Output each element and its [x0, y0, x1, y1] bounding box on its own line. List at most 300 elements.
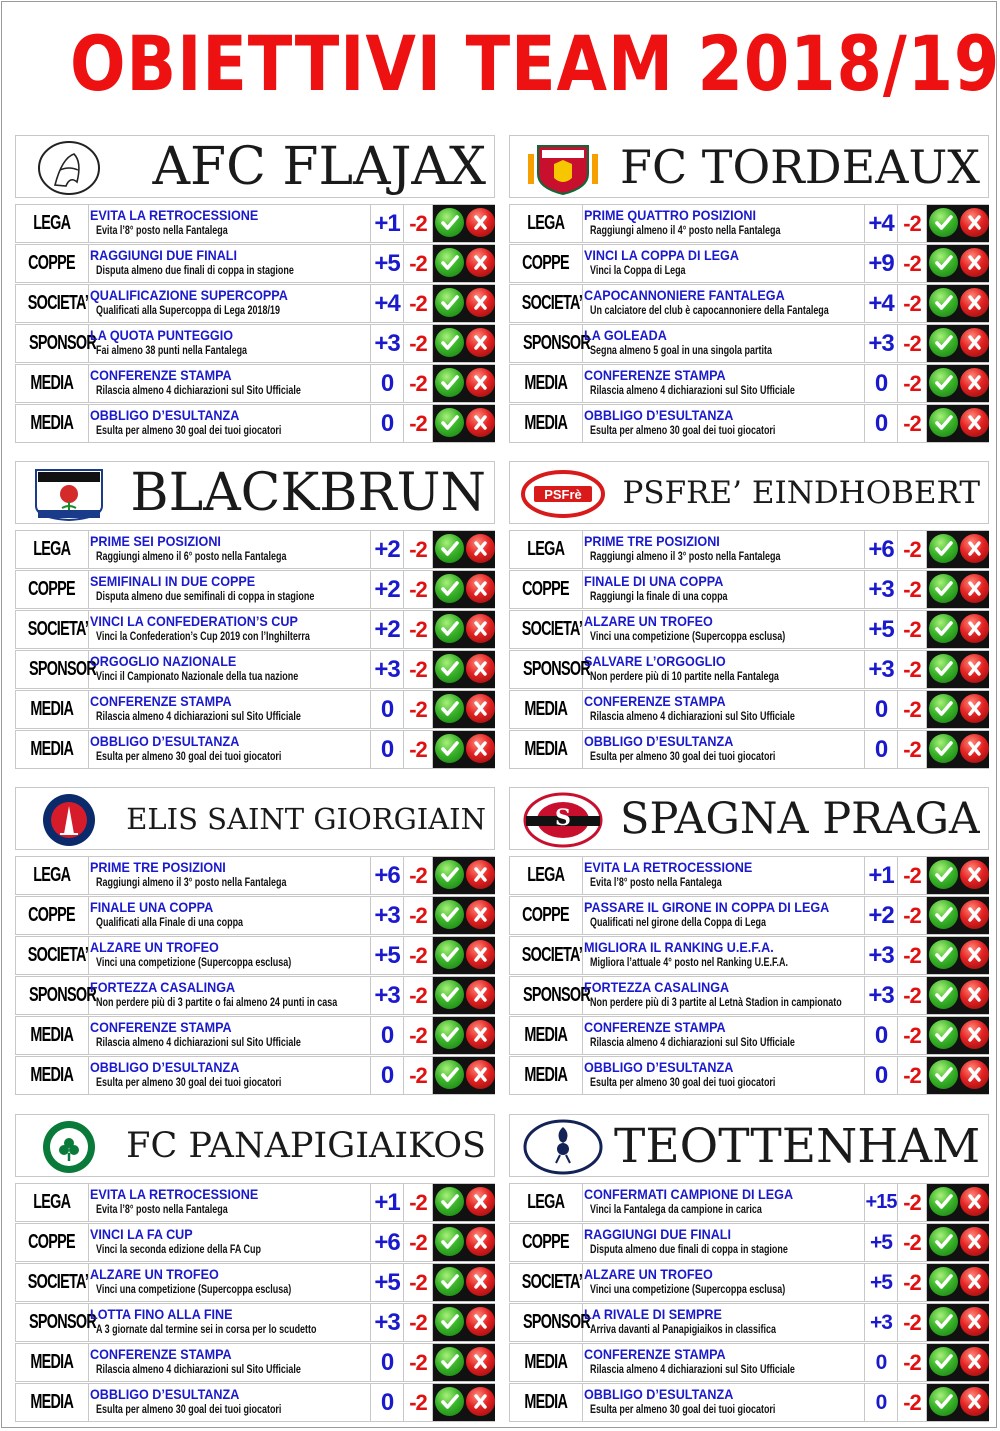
objective-title: CONFERMATI CAMPIONE DI LEGA: [584, 1186, 794, 1202]
objective-title: VINCI LA FA CUP: [90, 1226, 193, 1242]
bonus-points: 0: [370, 405, 403, 442]
psg-crest-icon: [22, 792, 116, 848]
team-card: [509, 461, 989, 764]
reject-button[interactable]: [960, 1020, 989, 1049]
reject-button[interactable]: [960, 534, 989, 563]
objective-subtitle: Raggiungi la finale di una coppa: [590, 591, 728, 603]
objective-category-label: SPONSOR: [29, 984, 97, 1006]
objective-category-label: COPPE: [28, 252, 76, 274]
objective-description: [584, 1057, 864, 1094]
reject-button[interactable]: [960, 734, 989, 763]
objective-description: [584, 365, 864, 402]
objectives-list: [509, 1183, 989, 1417]
accept-button[interactable]: [435, 734, 464, 763]
bonus-points: +5: [864, 1224, 897, 1261]
bonus-points: 0: [370, 1017, 403, 1054]
objective-category: [16, 611, 89, 648]
bonus-points: +3: [864, 325, 897, 362]
bonus-points: +2: [370, 531, 403, 568]
malus-points: -2: [897, 205, 926, 242]
accept-button[interactable]: [929, 1267, 958, 1296]
objective-title: CONFERENZE STAMPA: [584, 693, 726, 709]
objective-category-label: SOCIETA’: [27, 1271, 89, 1293]
malus-points: -2: [403, 205, 432, 242]
accept-button[interactable]: [929, 1387, 958, 1416]
objective-title: FINALE DI UNA COPPA: [584, 573, 724, 589]
reject-button[interactable]: [960, 1267, 989, 1296]
objective-row: [509, 936, 989, 975]
reject-button[interactable]: [960, 654, 989, 683]
malus-points: -2: [403, 325, 432, 362]
objectives-list: [15, 1183, 495, 1417]
liverpool-crest-icon: [516, 140, 610, 196]
accept-button[interactable]: [929, 1227, 958, 1256]
outcome-buttons: [926, 531, 989, 568]
objective-description: [90, 205, 370, 242]
objective-description: [584, 651, 864, 688]
reject-button[interactable]: [466, 534, 495, 563]
objective-subtitle: Vinci una competizione (Supercoppa esclusa): [590, 1284, 786, 1296]
objective-row: [15, 610, 495, 649]
team-card: [509, 787, 989, 1090]
malus-points: -2: [403, 365, 432, 402]
accept-button[interactable]: [929, 614, 958, 643]
outcome-buttons: [432, 1017, 495, 1054]
objective-title: LOTTA FINO ALLA FINE: [90, 1306, 233, 1322]
objective-row: [509, 1343, 989, 1382]
reject-button[interactable]: [960, 940, 989, 969]
objective-category: [16, 405, 89, 442]
objective-category: [510, 1057, 583, 1094]
accept-button[interactable]: [435, 940, 464, 969]
accept-button[interactable]: [435, 980, 464, 1009]
objective-description: [584, 1384, 864, 1421]
reject-button[interactable]: [960, 574, 989, 603]
objective-category: [510, 977, 591, 1014]
objective-row: [509, 530, 989, 569]
objective-title: ORGOGLIO NAZIONALE: [90, 653, 237, 669]
objective-title: ALZARE UN TROFEO: [584, 613, 713, 629]
objective-category-label: SPONSOR: [29, 332, 97, 354]
reject-button[interactable]: [960, 408, 989, 437]
reject-button[interactable]: [960, 614, 989, 643]
objective-row: [509, 976, 989, 1015]
bonus-points: +6: [370, 1224, 403, 1261]
outcome-buttons: [432, 857, 495, 894]
accept-button[interactable]: [435, 900, 464, 929]
objective-subtitle: Non perdere più di 3 partite al Letnà Stadion in campionato: [590, 997, 842, 1009]
malus-points: -2: [897, 857, 926, 894]
bonus-points: +3: [864, 571, 897, 608]
objective-subtitle: Esulta per almeno 30 goal dei tuoi giocatori: [96, 1077, 282, 1089]
accept-button[interactable]: [435, 208, 464, 237]
objectives-list: [15, 856, 495, 1090]
team-header: [509, 787, 989, 850]
reject-button[interactable]: [466, 208, 495, 237]
reject-button[interactable]: [960, 860, 989, 889]
accept-button[interactable]: [929, 1307, 958, 1336]
objective-category-label: LEGA: [527, 212, 565, 234]
bonus-points: +2: [370, 611, 403, 648]
objective-description: [584, 405, 864, 442]
reject-button[interactable]: [466, 900, 495, 929]
reject-button[interactable]: [466, 654, 495, 683]
reject-button[interactable]: [466, 248, 495, 277]
reject-button[interactable]: [466, 1020, 495, 1049]
accept-button[interactable]: [929, 1187, 958, 1216]
reject-button[interactable]: [466, 1060, 495, 1089]
objective-description: [584, 611, 864, 648]
objective-category-label: SOCIETA’: [521, 944, 583, 966]
objective-category-label: COPPE: [522, 1231, 570, 1253]
objective-description: [90, 611, 370, 648]
reject-button[interactable]: [960, 288, 989, 317]
reject-button[interactable]: [466, 734, 495, 763]
objective-title: ALZARE UN TROFEO: [90, 939, 219, 955]
objective-title: FORTEZZA CASALINGA: [90, 979, 236, 995]
objective-row: [509, 1383, 989, 1422]
objective-title: QUALIFICAZIONE SUPERCOPPA: [90, 287, 288, 303]
objective-category: [510, 937, 583, 974]
objective-category: [16, 1264, 89, 1301]
team-header: [509, 135, 989, 198]
bonus-points: +1: [864, 857, 897, 894]
objective-description: [90, 325, 370, 362]
objective-category: [16, 937, 89, 974]
objective-row: [15, 1016, 495, 1055]
objective-row: [509, 324, 989, 363]
objective-description: [584, 1304, 864, 1341]
panathinaikos-crest-icon: [22, 1119, 116, 1175]
objective-subtitle: Raggiungi almeno il 6° posto nella Fantalega: [96, 551, 287, 563]
objective-category: [510, 691, 583, 728]
accept-button[interactable]: [929, 408, 958, 437]
objective-subtitle: Un calciatore del club è capocannoniere della Fantalega: [590, 305, 829, 317]
objective-category: [16, 897, 89, 934]
accept-button[interactable]: [929, 248, 958, 277]
objective-subtitle: Vinci la Fantalega da campione in carica: [590, 1204, 762, 1216]
accept-button[interactable]: [929, 860, 958, 889]
accept-button[interactable]: [435, 534, 464, 563]
bonus-points: +15: [864, 1184, 897, 1221]
malus-points: -2: [403, 1224, 432, 1261]
team-header: [15, 461, 495, 524]
objective-title: CAPOCANNONIERE FANTALEGA: [584, 287, 785, 303]
accept-button[interactable]: [929, 980, 958, 1009]
reject-button[interactable]: [466, 1347, 495, 1376]
team-name: PSFRE’ EINDHOBERT: [622, 475, 980, 511]
malus-points: -2: [403, 977, 432, 1014]
accept-button[interactable]: [929, 940, 958, 969]
bonus-points: +3: [370, 651, 403, 688]
objective-category-label: LEGA: [33, 1191, 71, 1213]
objective-title: CONFERENZE STAMPA: [90, 1346, 232, 1362]
bonus-points: +3: [370, 325, 403, 362]
reject-button[interactable]: [466, 1267, 495, 1296]
accept-button[interactable]: [929, 900, 958, 929]
objective-category: [16, 1384, 89, 1421]
bonus-points: +4: [370, 285, 403, 322]
objective-category-label: SPONSOR: [29, 1311, 97, 1333]
accept-button[interactable]: [929, 328, 958, 357]
accept-button[interactable]: [435, 694, 464, 723]
objective-title: ALZARE UN TROFEO: [584, 1266, 713, 1282]
reject-button[interactable]: [960, 694, 989, 723]
sparta-crest-icon: [516, 792, 610, 848]
outcome-buttons: [926, 897, 989, 934]
reject-button[interactable]: [466, 614, 495, 643]
malus-points: -2: [403, 897, 432, 934]
objective-row: [15, 204, 495, 243]
outcome-buttons: [926, 651, 989, 688]
accept-button[interactable]: [435, 1267, 464, 1296]
objective-category: [16, 325, 97, 362]
objective-row: [15, 364, 495, 403]
reject-button[interactable]: [466, 1307, 495, 1336]
objective-description: [584, 1017, 864, 1054]
objective-category-label: COPPE: [522, 578, 570, 600]
objective-title: PRIME SEI POSIZIONI: [90, 533, 221, 549]
accept-button[interactable]: [435, 1227, 464, 1256]
reject-button[interactable]: [960, 368, 989, 397]
objective-title: OBBLIGO D’ESULTANZA: [90, 407, 240, 423]
outcome-buttons: [926, 731, 989, 768]
objective-row: [509, 1263, 989, 1302]
objective-category-label: LEGA: [33, 864, 71, 886]
accept-button[interactable]: [929, 534, 958, 563]
team-header: [509, 461, 989, 524]
objective-description: [90, 245, 370, 282]
malus-points: -2: [897, 1057, 926, 1094]
reject-button[interactable]: [466, 328, 495, 357]
malus-points: -2: [897, 691, 926, 728]
outcome-buttons: [926, 857, 989, 894]
reject-button[interactable]: [960, 1307, 989, 1336]
objective-category: [510, 571, 583, 608]
objective-category: [510, 245, 583, 282]
objective-subtitle: Raggiungi almeno il 4° posto nella Fantalega: [590, 225, 781, 237]
objective-category: [16, 571, 89, 608]
objective-subtitle: Non perdere più di 10 partite nella Fantalega: [590, 671, 779, 683]
bonus-points: +4: [864, 285, 897, 322]
outcome-buttons: [926, 1224, 989, 1261]
objective-subtitle: Rilascia almeno 4 dichiarazioni sul Sito Ufficiale: [590, 385, 795, 397]
accept-button[interactable]: [929, 734, 958, 763]
objective-subtitle: Esulta per almeno 30 goal dei tuoi giocatori: [96, 1404, 282, 1416]
objective-row: [15, 1183, 495, 1222]
reject-button[interactable]: [466, 1187, 495, 1216]
reject-button[interactable]: [960, 1347, 989, 1376]
objective-description: [584, 977, 864, 1014]
objective-category-label: SOCIETA’: [27, 944, 89, 966]
accept-button[interactable]: [435, 614, 464, 643]
outcome-buttons: [432, 285, 495, 322]
bonus-points: +3: [864, 937, 897, 974]
reject-button[interactable]: [466, 980, 495, 1009]
reject-button[interactable]: [466, 940, 495, 969]
reject-button[interactable]: [960, 208, 989, 237]
accept-button[interactable]: [435, 408, 464, 437]
accept-button[interactable]: [929, 694, 958, 723]
malus-points: -2: [897, 611, 926, 648]
accept-button[interactable]: [435, 328, 464, 357]
objective-category-label: COPPE: [28, 1231, 76, 1253]
outcome-buttons: [926, 1304, 989, 1341]
accept-button[interactable]: [435, 248, 464, 277]
objective-row: [509, 364, 989, 403]
reject-button[interactable]: [466, 288, 495, 317]
outcome-buttons: [432, 571, 495, 608]
svg-text:PSFrè: PSFrè: [544, 487, 582, 502]
objective-category-label: MEDIA: [524, 372, 568, 394]
accept-button[interactable]: [435, 1307, 464, 1336]
objective-row: [15, 324, 495, 363]
accept-button[interactable]: [435, 1187, 464, 1216]
outcome-buttons: [926, 205, 989, 242]
psv-crest-icon: [516, 466, 610, 522]
reject-button[interactable]: [960, 328, 989, 357]
accept-button[interactable]: [929, 1020, 958, 1049]
reject-button[interactable]: [960, 1187, 989, 1216]
objective-title: OBBLIGO D’ESULTANZA: [90, 1059, 240, 1075]
reject-button[interactable]: [960, 900, 989, 929]
reject-button[interactable]: [466, 1227, 495, 1256]
outcome-buttons: [432, 531, 495, 568]
objective-category-label: MEDIA: [30, 1064, 74, 1086]
bonus-points: 0: [864, 731, 897, 768]
objective-category: [16, 1017, 89, 1054]
malus-points: -2: [403, 691, 432, 728]
reject-button[interactable]: [466, 368, 495, 397]
objective-category: [510, 1264, 583, 1301]
accept-button[interactable]: [435, 368, 464, 397]
malus-points: -2: [403, 651, 432, 688]
malus-points: -2: [897, 405, 926, 442]
reject-button[interactable]: [960, 1387, 989, 1416]
objective-row: [509, 1183, 989, 1222]
objective-row: [15, 976, 495, 1015]
outcome-buttons: [926, 1184, 989, 1221]
objective-description: [584, 897, 864, 934]
objective-description: [584, 1184, 864, 1221]
objective-category-label: MEDIA: [524, 738, 568, 760]
objective-title: EVITA LA RETROCESSIONE: [90, 207, 259, 223]
outcome-buttons: [432, 205, 495, 242]
bonus-points: +6: [370, 857, 403, 894]
objective-category: [16, 1304, 97, 1341]
objective-category-label: SOCIETA’: [521, 292, 583, 314]
accept-button[interactable]: [929, 288, 958, 317]
objective-subtitle: Esulta per almeno 30 goal dei tuoi giocatori: [96, 425, 282, 437]
accept-button[interactable]: [929, 1347, 958, 1376]
reject-button[interactable]: [960, 248, 989, 277]
objective-category: [16, 857, 89, 894]
objective-row: [15, 570, 495, 609]
objective-subtitle: Rilascia almeno 4 dichiarazioni sul Sito Ufficiale: [96, 1364, 301, 1376]
objective-category: [16, 205, 89, 242]
objective-subtitle: Esulta per almeno 30 goal dei tuoi giocatori: [590, 1404, 776, 1416]
reject-button[interactable]: [466, 574, 495, 603]
bonus-points: +2: [864, 897, 897, 934]
objective-title: CONFERENZE STAMPA: [90, 367, 232, 383]
team-card: [15, 135, 495, 438]
objective-description: [584, 1224, 864, 1261]
objective-description: [584, 857, 864, 894]
accept-button[interactable]: [435, 1387, 464, 1416]
malus-points: -2: [897, 1344, 926, 1381]
bonus-points: +5: [370, 245, 403, 282]
bonus-points: +3: [370, 1304, 403, 1341]
objective-category-label: COPPE: [28, 904, 76, 926]
accept-button[interactable]: [929, 208, 958, 237]
objective-row: [15, 650, 495, 689]
malus-points: -2: [897, 897, 926, 934]
accept-button[interactable]: [929, 654, 958, 683]
objective-subtitle: Esulta per almeno 30 goal dei tuoi giocatori: [590, 425, 776, 437]
accept-button[interactable]: [435, 1347, 464, 1376]
outcome-buttons: [926, 245, 989, 282]
accept-button[interactable]: [929, 368, 958, 397]
objective-category: [16, 365, 89, 402]
team-header: [15, 1114, 495, 1177]
reject-button[interactable]: [466, 694, 495, 723]
objective-subtitle: Qualificati nel girone della Coppa di Lega: [590, 917, 766, 929]
objective-category-label: LEGA: [33, 538, 71, 560]
reject-button[interactable]: [960, 980, 989, 1009]
outcome-buttons: [432, 1057, 495, 1094]
objectives-list: [509, 204, 989, 438]
malus-points: -2: [897, 1264, 926, 1301]
accept-button[interactable]: [929, 1060, 958, 1089]
accept-button[interactable]: [435, 1060, 464, 1089]
objective-category-label: SPONSOR: [523, 1311, 591, 1333]
objective-category: [510, 897, 583, 934]
objective-category: [510, 857, 583, 894]
objective-description: [90, 285, 370, 322]
accept-button[interactable]: [435, 574, 464, 603]
objective-title: FINALE UNA COPPA: [90, 899, 214, 915]
objective-category-label: MEDIA: [524, 412, 568, 434]
objective-description: [90, 1057, 370, 1094]
reject-button[interactable]: [466, 860, 495, 889]
outcome-buttons: [432, 1224, 495, 1261]
objective-row: [15, 1263, 495, 1302]
objective-category-label: MEDIA: [30, 738, 74, 760]
objective-subtitle: Rilascia almeno 4 dichiarazioni sul Sito Ufficiale: [96, 711, 301, 723]
objective-subtitle: Rilascia almeno 4 dichiarazioni sul Sito Ufficiale: [590, 1364, 795, 1376]
reject-button[interactable]: [960, 1060, 989, 1089]
objective-title: PRIME TRE POSIZIONI: [584, 533, 720, 549]
objective-subtitle: Evita l’8° posto nella Fantalega: [96, 1204, 228, 1216]
reject-button[interactable]: [466, 408, 495, 437]
objective-category-label: SOCIETA’: [521, 1271, 583, 1293]
accept-button[interactable]: [435, 288, 464, 317]
accept-button[interactable]: [435, 654, 464, 683]
accept-button[interactable]: [929, 574, 958, 603]
objective-row: [15, 244, 495, 283]
objective-row: [15, 284, 495, 323]
outcome-buttons: [432, 651, 495, 688]
reject-button[interactable]: [466, 1387, 495, 1416]
outcome-buttons: [926, 1057, 989, 1094]
objective-description: [584, 691, 864, 728]
objective-category-label: SPONSOR: [523, 658, 591, 680]
accept-button[interactable]: [435, 1020, 464, 1049]
tottenham-crest-icon: [516, 1119, 610, 1175]
reject-button[interactable]: [960, 1227, 989, 1256]
malus-points: -2: [403, 571, 432, 608]
accept-button[interactable]: [435, 860, 464, 889]
